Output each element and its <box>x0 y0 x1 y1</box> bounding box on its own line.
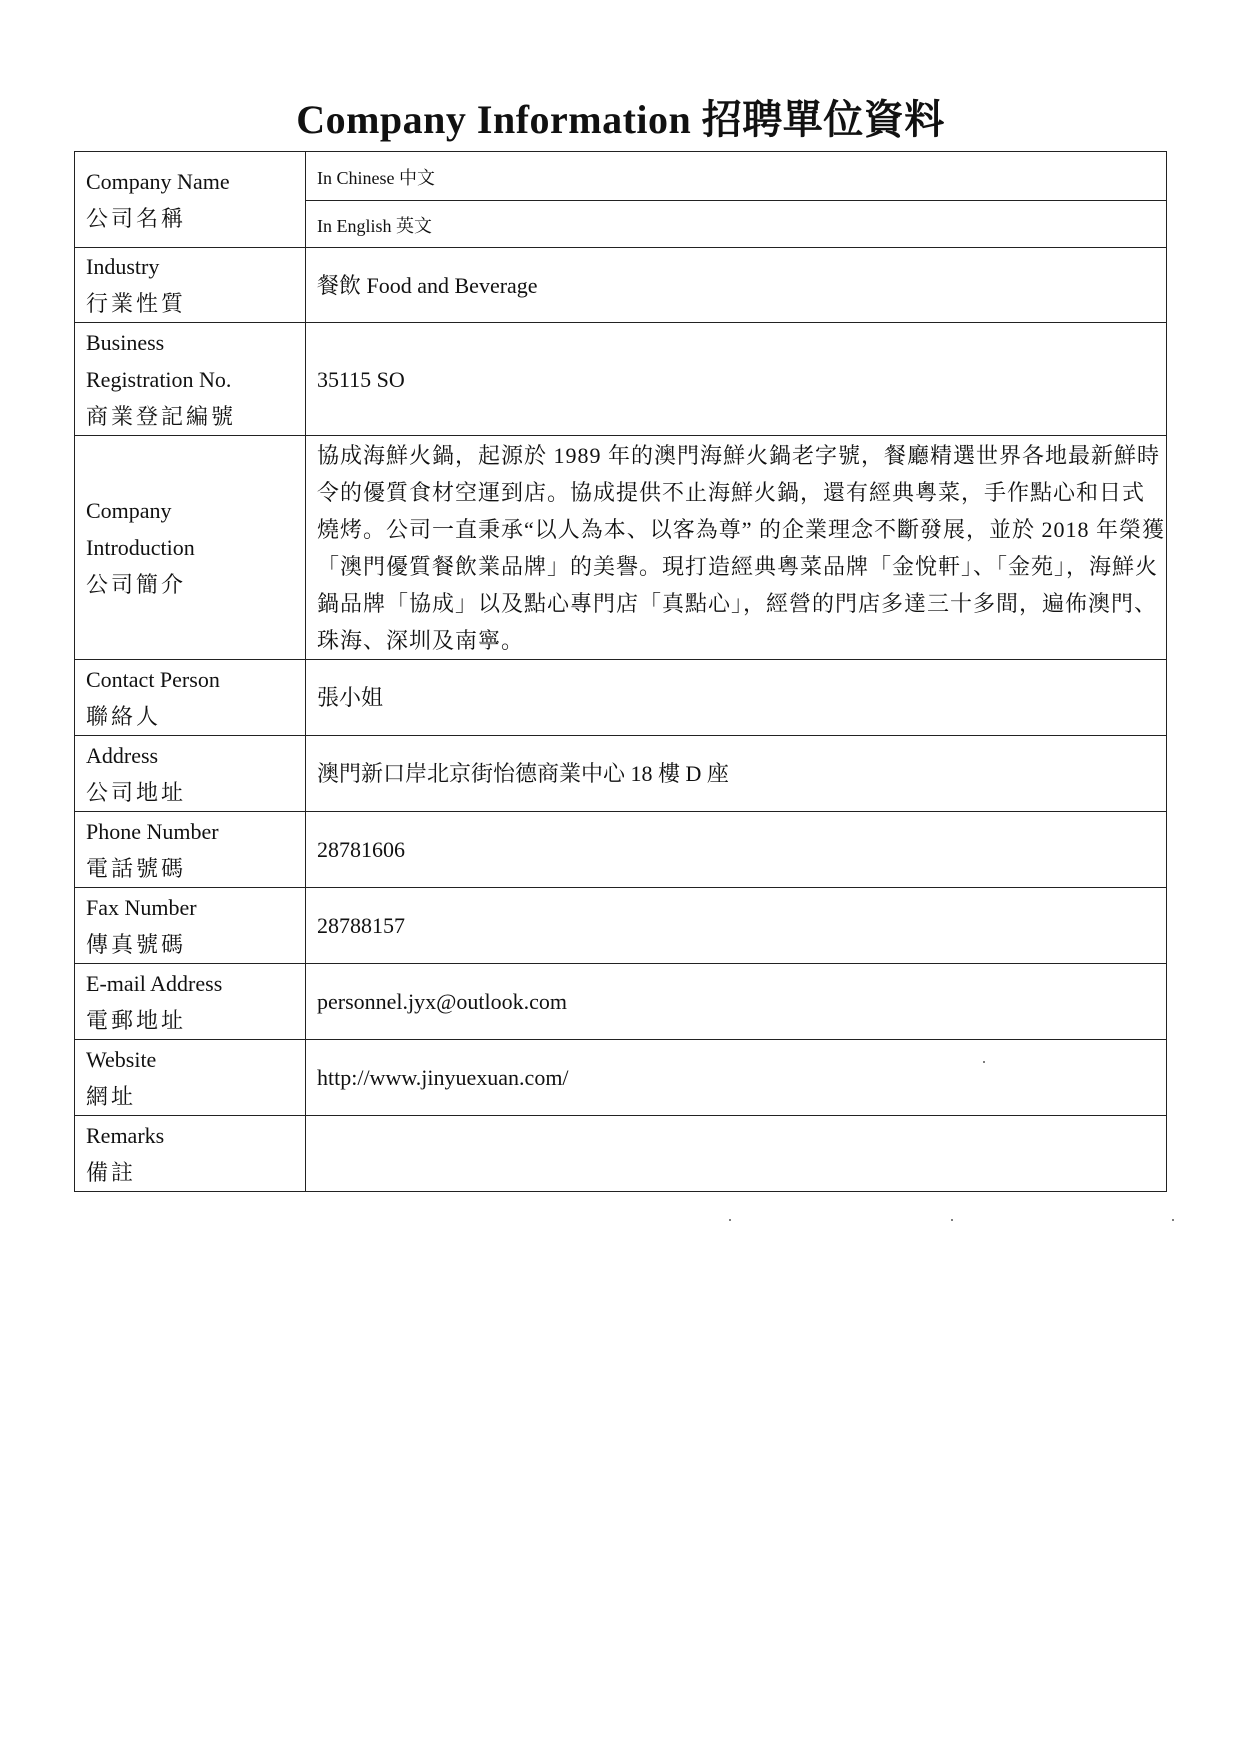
in-chinese-label: In Chinese 中文 <box>317 167 435 188</box>
row-contact-person <box>75 660 1167 736</box>
company-info-table <box>74 151 1167 1192</box>
scan-speck <box>951 1219 953 1221</box>
row-address <box>75 736 1167 812</box>
row-phone-number <box>75 812 1167 888</box>
row-industry <box>75 248 1167 323</box>
company-introduction-value: 協成海鮮火鍋，起源於 1989 年的澳門海鮮火鍋老字號，餐廳精選世界各地最新鮮時令的優質食材空運到店。協成提供不止海鮮火鍋，還有經典粵菜，手作點心和日式燒烤。公司一直秉承“以人為本、以客為尊” 的企業理念不斷發展，並於 2018 年榮獲「澳門優質餐飲業品牌」的美譽。現打造經典粵菜品牌「金悅軒」、「金苑」，海鮮火鍋品牌「協成」以及點心專門店「真點心」，經營的門店多達三十多間，遍佈澳門、珠海、深圳及南寧。 <box>306 436 1167 660</box>
company-name-english-cell[interactable] <box>306 201 1167 248</box>
website-value[interactable]: http://www.jinyuexuan.com/ <box>306 1040 1167 1116</box>
contact-person-value: 張小姐 <box>306 660 1167 736</box>
fax-number-value: 28788157 <box>306 888 1167 964</box>
label-fax-number: Fax Number 傳真號碼 <box>75 888 306 964</box>
in-english-label: In English 英文 <box>317 215 432 236</box>
row-company-introduction <box>75 436 1167 660</box>
label-address: Address 公司地址 <box>75 736 306 812</box>
row-email-address <box>75 964 1167 1040</box>
scan-speck <box>983 1061 985 1063</box>
business-registration-value: 35115 SO <box>306 323 1167 436</box>
label-website: Website 網址 <box>75 1040 306 1116</box>
company-name-chinese-cell[interactable] <box>306 152 1167 201</box>
row-business-registration <box>75 323 1167 436</box>
row-fax-number <box>75 888 1167 964</box>
label-remarks: Remarks 備註 <box>75 1116 306 1192</box>
label-phone-number: Phone Number 電話號碼 <box>75 812 306 888</box>
label-company-name: Company Name 公司名稱 <box>75 152 306 248</box>
label-contact-person: Contact Person 聯絡人 <box>75 660 306 736</box>
label-company-introduction: Company Introduction 公司簡介 <box>75 436 306 660</box>
label-business-registration: Business Registration No. 商業登記編號 <box>75 323 306 436</box>
row-website <box>75 1040 1167 1116</box>
label-industry: Industry 行業性質 <box>75 248 306 323</box>
row-remarks <box>75 1116 1167 1192</box>
page-title: Company Information 招聘單位資料 <box>296 97 945 142</box>
email-address-value[interactable]: personnel.jyx@outlook.com <box>306 964 1167 1040</box>
scan-speck <box>729 1219 731 1221</box>
scan-speck <box>1172 1219 1174 1221</box>
industry-value: 餐飲 Food and Beverage <box>306 248 1167 323</box>
label-email-address: E-mail Address 電郵地址 <box>75 964 306 1040</box>
remarks-value <box>306 1116 1167 1192</box>
row-company-name-chinese <box>75 152 1167 201</box>
phone-number-value: 28781606 <box>306 812 1167 888</box>
address-value: 澳門新口岸北京街怡德商業中心 18 樓 D 座 <box>306 736 1167 812</box>
